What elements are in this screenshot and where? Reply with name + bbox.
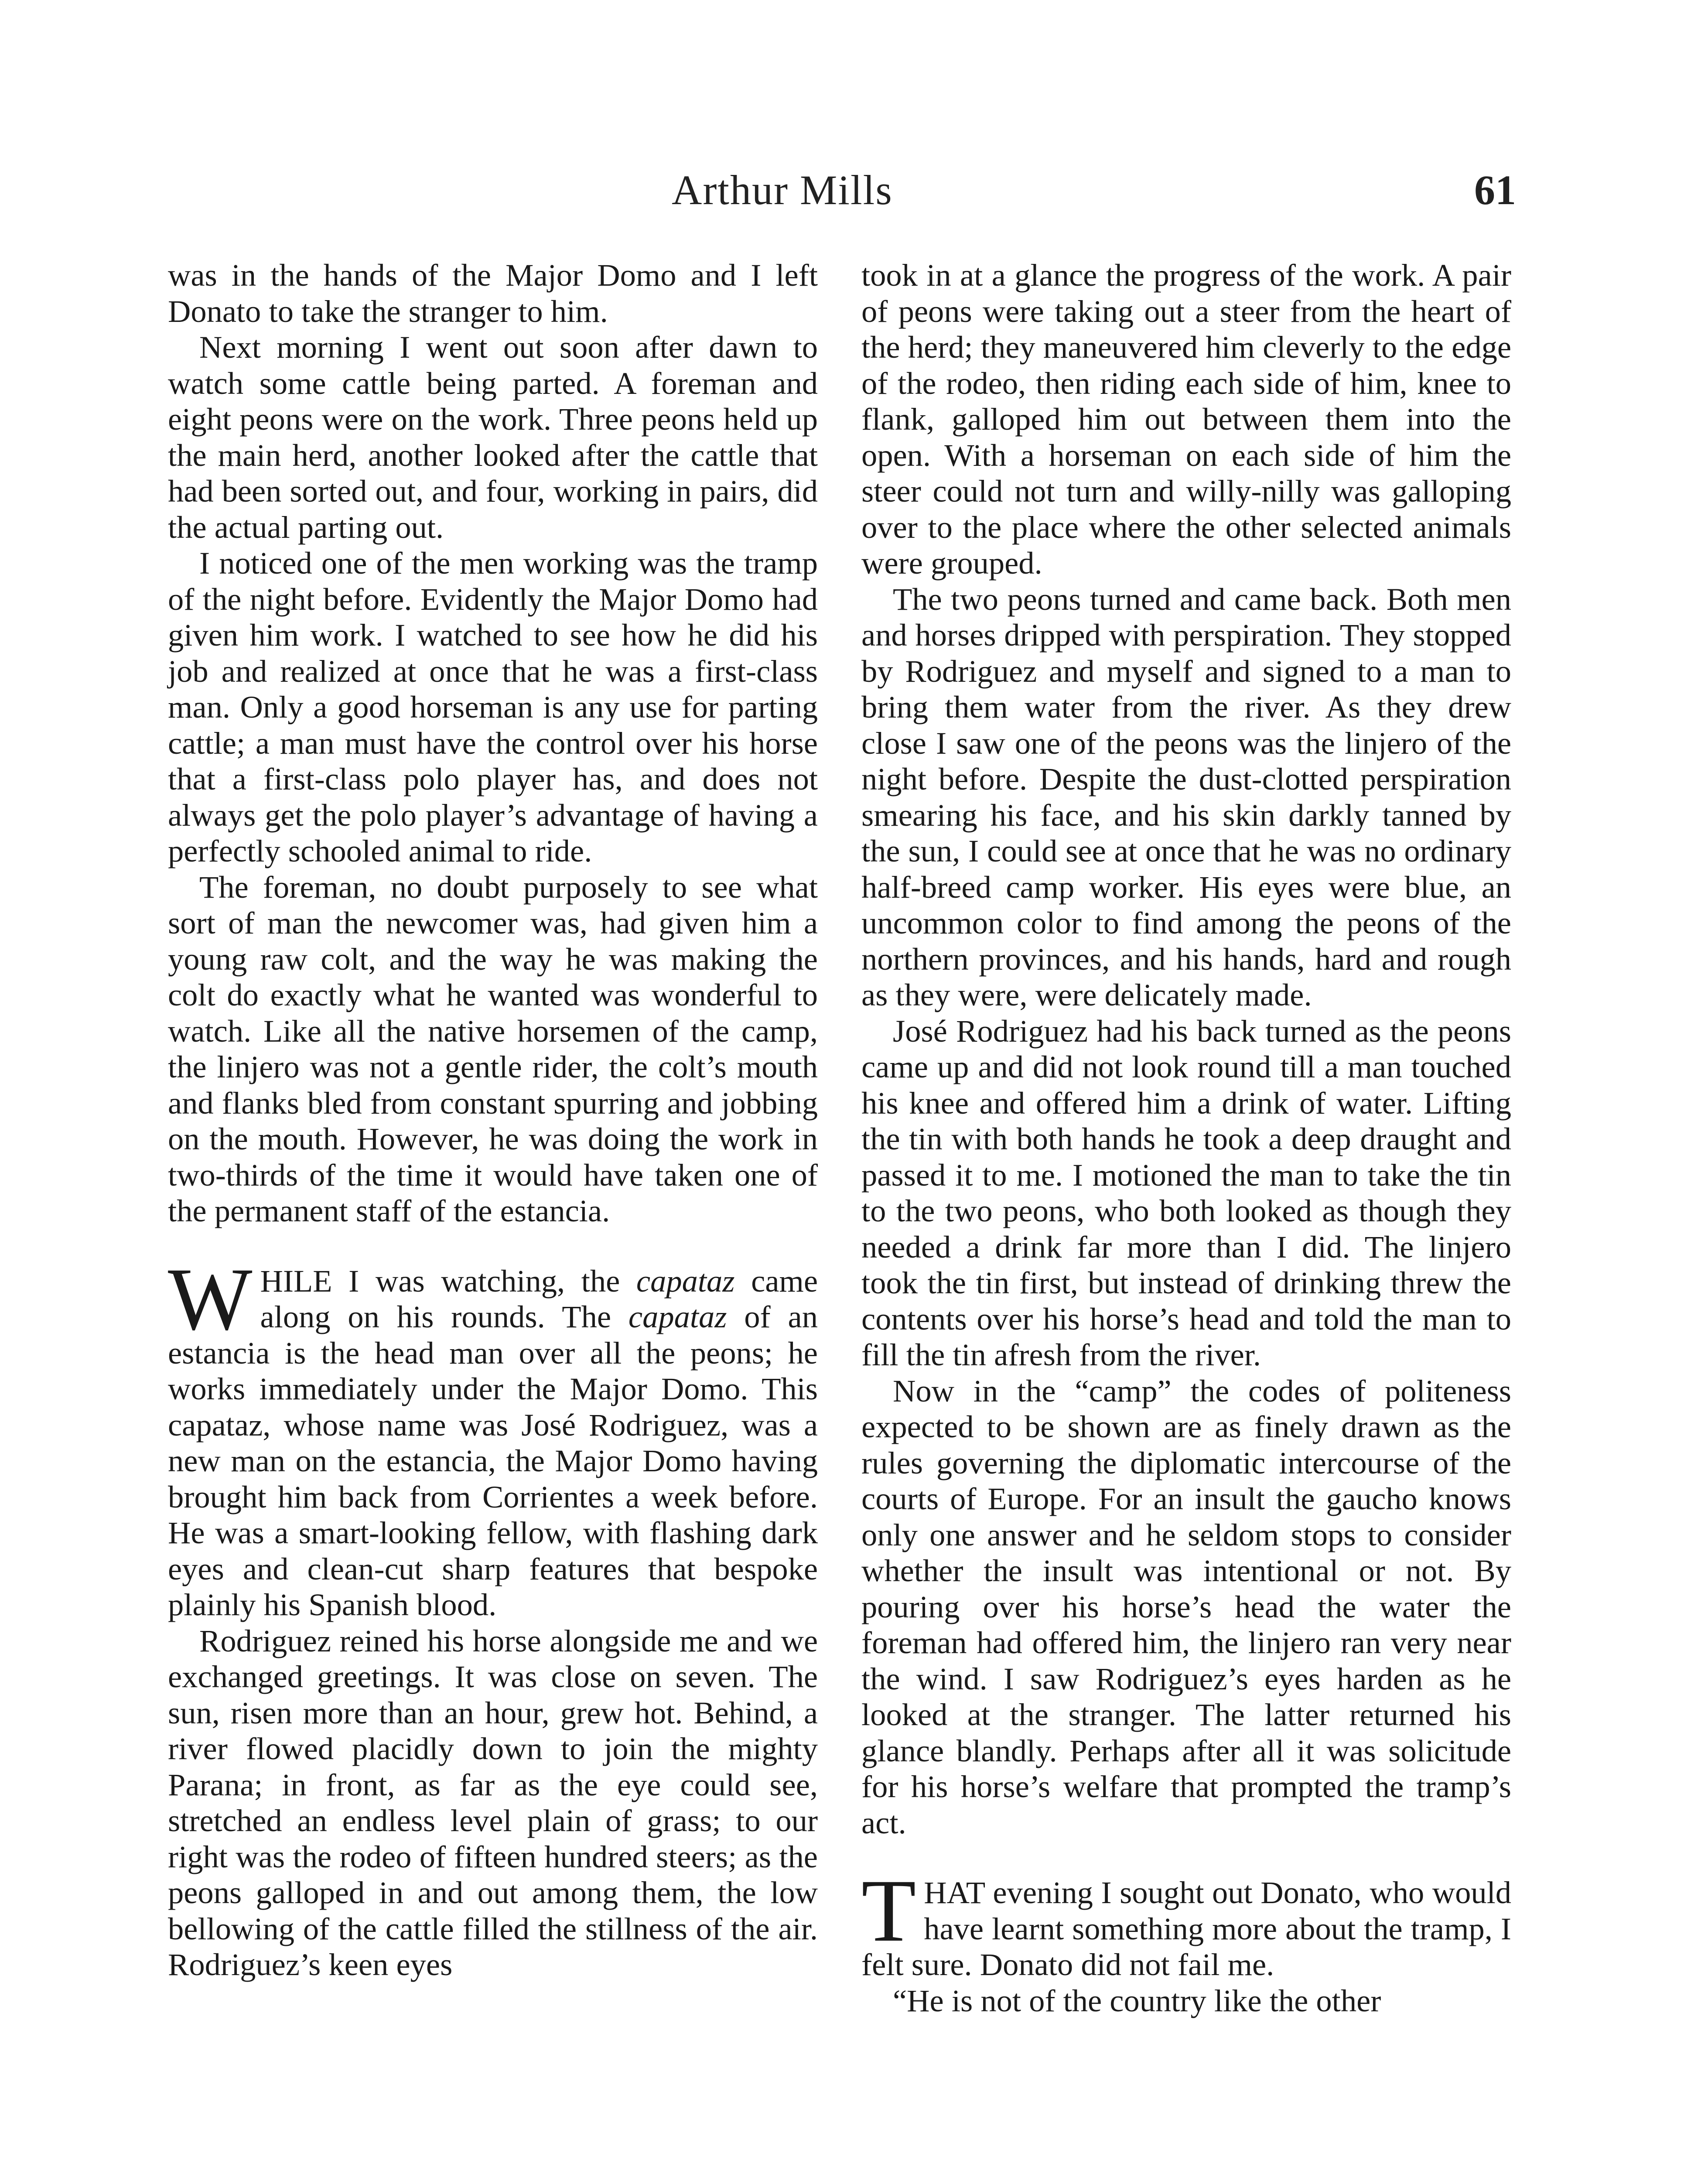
- paragraph-text: HILE I was watching, the: [260, 1263, 636, 1299]
- paragraph: Now in the “camp” the codes of politeness expected to be shown are as finely drawn as the rules governing the diplomatic intercourse of the courts of Europe. For an insult the gaucho knows only one answer and he seldom stops to consider whether the insult was intentional or not. By pouring over his horse’s head the water the foreman had offered him, the linjero ran very near the wind. I saw Rodriguez’s eyes harden as he looked at the stranger. The latter returned his glance blandly. Perhaps after all it was solicitude for his horse’s welfare that prompted the tramp’s act.: [861, 1373, 1511, 1840]
- paragraph: The foreman, no doubt purposely to see what sort of man the newcomer was, had given him a young raw colt, and the way he was making the colt do exactly what he wanted was wonderful to watch. Like all the native horsemen of the camp, the linjero was not a gentle rider, the colt’s mouth and flanks bled from constant spurring and jobbing on the mouth. However, he was doing the work in two-thirds of the time it would have taken one of the permanent staff of the estancia.: [168, 869, 818, 1228]
- paragraph: The two peons turned and came back. Both men and horses dripped with perspiration. They stopped by Rodriguez and myself and signed to a man to bring them water from the river. As they drew close I saw one of the peons was the linjero of the night before. Despite the dust-clotted perspiration smearing his face, and his skin darkly tanned by the sun, I could see at once that he was no ordinary half-breed camp worker. His eyes were blue, an uncommon color to find among the peons of the northern provinces, and his hands, hard and rough as they were, were delicately made.: [861, 581, 1511, 1012]
- paragraph: “He is not of the country like the other: [893, 1983, 1381, 2018]
- left-column: [168, 257, 818, 1983]
- paragraph: was in the hands of the Major Domo and I left Donato to take the stranger to him.: [168, 257, 818, 329]
- italic-term: capataz: [628, 1299, 727, 1334]
- paragraph: I noticed one of the men working was the tramp of the night before. Evidently the Major Domo had given him work. I watched to see how he did his job and realized at once that he was a first-class man. Only a good horseman is any use for parting cattle; a man must have the control over his horse that a first-class polo player has, and does not always get the polo player’s advantage of having a perfectly schooled animal to ride.: [168, 545, 818, 868]
- paragraph: Next morning I went out soon after dawn to watch some cattle being parted. A foreman and eight peons were on the work. Three peons held up the main herd, another looked after the cattle that had been sorted out, and four, working in pairs, did the actual parting out.: [168, 329, 818, 545]
- paragraph-text: came along on his rounds. The: [260, 1263, 818, 1334]
- paragraph: took in at a glance the progress of the work. A pair of peons were taking out a steer from the heart of the herd; they maneuvered him cleverly to the edge of the rodeo, then riding each side of him, knee to flank, galloped him out between them into the open. With a horseman on each side of him the steer could not turn and willy-nilly was galloping over to the place where the other selected animals were grouped.: [861, 257, 1511, 581]
- paragraph: José Rodriguez had his back turned as the peons came up and did not look round till a man touched his knee and offered him a drink of water. Lifting the tin with both hands he took a deep draught and passed it to me. I motioned the man to take the tin to the two peons, who both looked as though they needed a drink far more than I did. The linjero took the tin first, but instead of drinking threw the contents over his horse’s head and told the man to fill the tin afresh from the river.: [861, 1013, 1511, 1372]
- italic-term: capataz: [636, 1263, 735, 1299]
- running-header-author: Arthur Mills: [672, 167, 893, 213]
- drop-cap: W: [168, 1249, 253, 1349]
- paragraph-text: HAT evening I sought out Donato, who would have learnt something more about the tramp, I felt sure. Donato did not fail me.: [861, 1875, 1511, 1982]
- paragraph-text: of an estancia is the head man over all the peons; he works immediately under the Major Domo. This capataz, whose name was José Rodriguez, was a new man on the estancia, the Major Domo having brought him back from Corrientes a week before. He was a smart-looking fellow, with flashing dark eyes and clean-cut sharp features that bespoke plainly his Spanish blood.: [168, 1299, 818, 1622]
- paragraph: Rodriguez reined his horse alongside me and we exchanged greetings. It was close on seven. The sun, risen more than an hour, grew hot. Behind, a river flowed placidly down to join the mighty Parana; in front, as far as the eye could see, stretched an endless level plain of grass; to our right was the rodeo of fifteen hundred steers; as the peons galloped in and out among them, the low bellowing of the cattle filled the stillness of the air. Rodriguez’s keen eyes: [168, 1623, 818, 1982]
- drop-cap: T: [861, 1861, 916, 1960]
- right-column: [861, 257, 1511, 2019]
- page-number: 61: [1474, 167, 1516, 213]
- section-paragraph: [861, 1861, 1511, 1983]
- section-paragraph: [168, 1249, 818, 1623]
